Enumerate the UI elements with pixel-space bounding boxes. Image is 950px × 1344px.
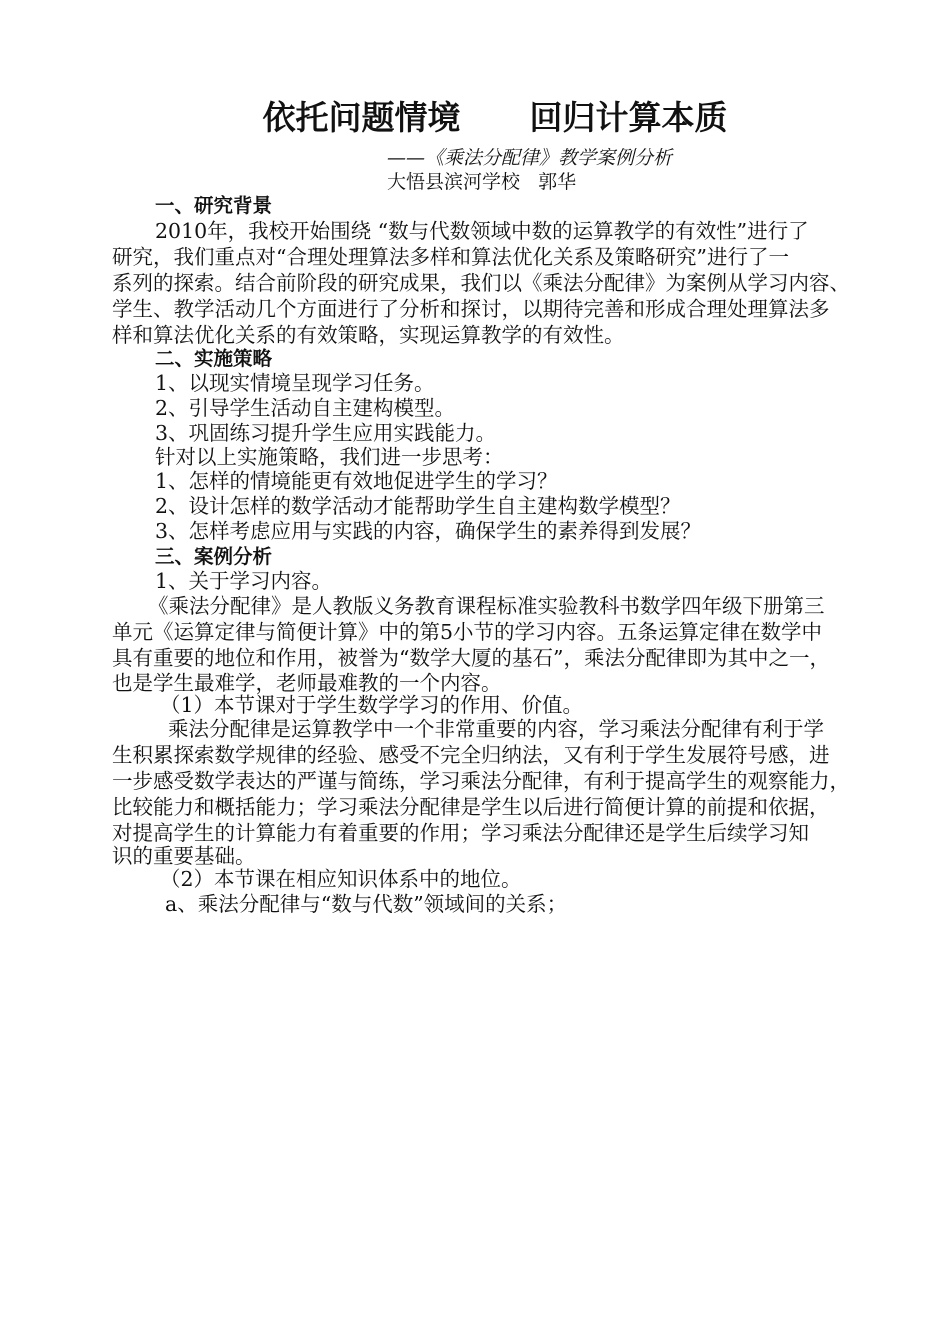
list-item: 1、以现实情境呈现学习任务。 — [155, 371, 435, 395]
paragraph-line: 单元《运算定律与简便计算》中的第5小节的学习内容。五条运算定律在数学中 — [112, 620, 823, 644]
sub-point: a、乘法分配律与“数与代数”领域间的关系； — [165, 892, 568, 916]
paragraph-line: 学生、教学活动几个方面进行了分析和探讨，以期待完善和形成合理处理算法多 — [112, 297, 830, 321]
section-heading-implementation-strategy: 二、实施策略 — [155, 347, 273, 370]
paragraph-line: 比较能力和概括能力；学习乘法分配律是学生以后进行简便计算的前提和依据， — [112, 795, 830, 819]
page-subtitle: ——《乘法分配律》教学案例分析 — [387, 147, 673, 169]
paragraph-line: 样和算法优化关系的有效策略，实现运算教学的有效性。 — [112, 323, 625, 347]
paragraph-line: 系列的探索。结合前阶段的研究成果，我们以《乘法分配律》为案例从学习内容、 — [112, 271, 850, 295]
paragraph-line: 生积累探索数学规律的经验、感受不完全归纳法，又有利于学生发展符号感，进 — [112, 743, 830, 767]
page-title: 依托问题情境 回归计算本质 — [262, 98, 728, 137]
paragraph-line: 研究，我们重点对“合理处理算法多样和算法优化关系及策略研究”进行了一 — [112, 245, 789, 269]
paragraph-line: 2010年，我校开始围绕 “数与代数领域中数的运算教学的有效性”进行了 — [155, 219, 809, 243]
point-heading: （2）本节课在相应知识体系中的地位。 — [160, 867, 522, 891]
list-item: 1、怎样的情境能更有效地促进学生的学习？ — [155, 469, 558, 493]
point-heading: （1）本节课对于学生数学学习的作用、价值。 — [160, 693, 584, 717]
list-item: 2、设计怎样的数学活动才能帮助学生自主建构数学模型？ — [155, 494, 681, 518]
list-item: 2、引导学生活动自主建构模型。 — [155, 396, 456, 420]
paragraph-line: 《乘法分配律》是人教版义务教育课程标准实验教科书数学四年级下册第三 — [148, 594, 825, 618]
author-line: 大悟县滨河学校 郭华 — [387, 171, 577, 193]
paragraph-line: 识的重要基础。 — [112, 844, 256, 868]
subsection-heading: 1、关于学习内容。 — [155, 569, 333, 593]
list-item: 针对以上实施策略，我们进一步思考： — [155, 445, 504, 469]
paragraph-line: 乘法分配律是运算教学中一个非常重要的内容，学习乘法分配律有利于学 — [168, 717, 824, 741]
list-item: 3、怎样考虑应用与实践的内容，确保学生的素养得到发展？ — [155, 519, 702, 543]
paragraph-line: 也是学生最难学，老师最难教的一个内容。 — [112, 671, 502, 695]
paragraph-line: 对提高学生的计算能力有着重要的作用；学习乘法分配律还是学生后续学习知 — [112, 821, 809, 845]
list-item: 3、巩固练习提升学生应用实践能力。 — [155, 421, 497, 445]
paragraph-line: 一步感受数学表达的严谨与简练，学习乘法分配律，有利于提高学生的观察能力， — [112, 769, 850, 793]
paragraph-line: 具有重要的地位和作用，被誉为“数学大厦的基石”，乘法分配律即为其中之一， — [112, 646, 830, 670]
section-heading-research-background: 一、研究背景 — [155, 194, 273, 217]
section-heading-case-analysis: 三、案例分析 — [155, 545, 273, 568]
